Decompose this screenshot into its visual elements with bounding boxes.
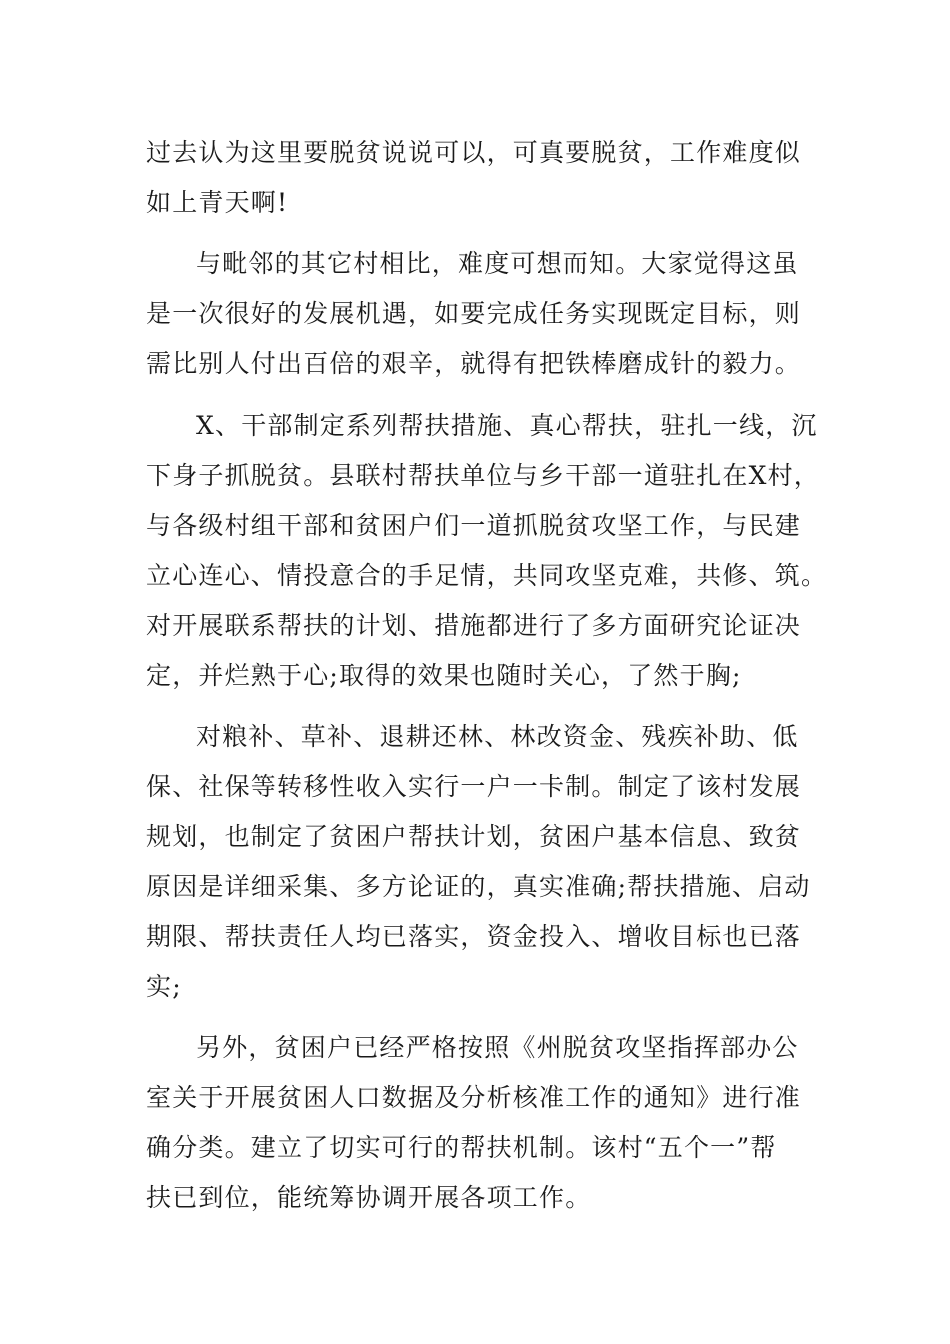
text-line: X、干部制定系列帮扶措施、真心帮扶，驻扎一线，沉: [196, 411, 818, 440]
text-line: 实;: [146, 972, 182, 1001]
text-line: 对粮补、草补、退耕还林、林改资金、残疾补助、低: [196, 722, 799, 751]
text-line: 原因是详细采集、多方论证的，真实准确;帮扶措施、启动: [146, 872, 811, 901]
text-line: 与各级村组干部和贫困户们一道抓脱贫攻坚工作，与民建: [146, 511, 802, 540]
text-line: 如上青天啊!: [146, 188, 289, 217]
text-line: 过去认为这里要脱贫说说可以，可真要脱贫，工作难度似: [146, 138, 802, 167]
text-line: 是一次很好的发展机遇，如要完成任务实现既定目标，则: [146, 299, 802, 328]
text-line: 扶已到位，能统筹协调开展各项工作。: [146, 1183, 592, 1212]
text-line: 室关于开展贫困人口数据及分析核准工作的通知》进行准: [146, 1083, 802, 1112]
text-line: 定，并烂熟于心;取得的效果也随时关心，了然于胸;: [146, 661, 742, 690]
text-line: 下身子抓脱贫。县联村帮扶单位与乡干部一道驻扎在X村，: [146, 461, 821, 490]
text-line: 规划，也制定了贫困户帮扶计划，贫困户基本信息、致贫: [146, 822, 802, 851]
text-line: 期限、帮扶责任人均已落实，资金投入、增收目标也已落: [146, 922, 802, 951]
text-line: 对开展联系帮扶的计划、措施都进行了多方面研究论证决: [146, 611, 802, 640]
text-line: 确分类。建立了切实可行的帮扶机制。该村“五个一”帮: [146, 1133, 777, 1162]
text-line: 需比别人付出百倍的艰辛，就得有把铁棒磨成针的毅力。: [146, 349, 802, 378]
text-line: 保、社保等转移性收入实行一户一卡制。制定了该村发展: [146, 772, 802, 801]
text-line: 另外，贫困户已经严格按照《州脱贫攻坚指挥部办公: [196, 1033, 799, 1062]
text-line: 立心连心、情投意合的手足情，共同攻坚克难，共修、筑。: [146, 561, 828, 590]
text-line: 与毗邻的其它村相比，难度可想而知。大家觉得这虽: [196, 249, 799, 278]
